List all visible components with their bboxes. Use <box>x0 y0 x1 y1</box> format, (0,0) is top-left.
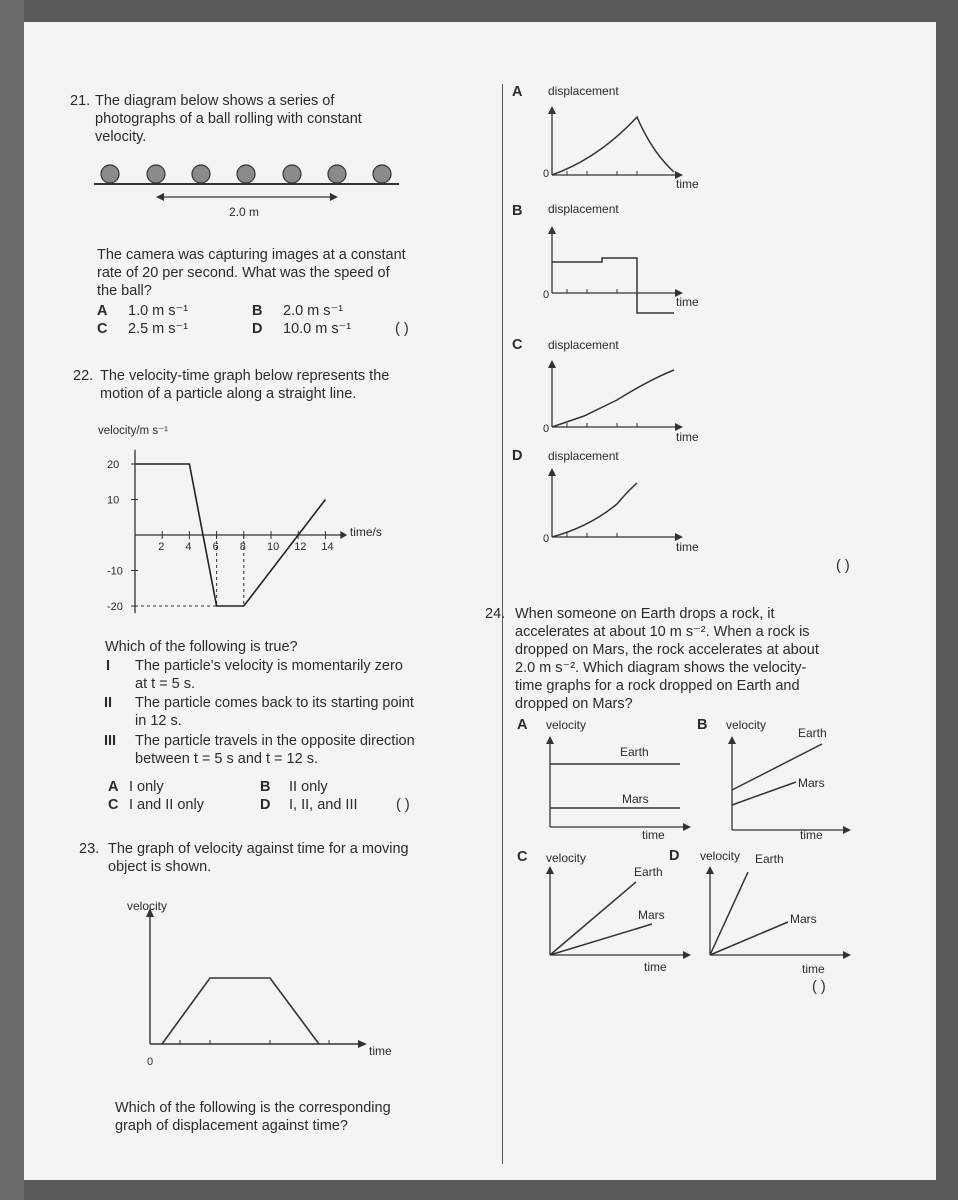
q22-option-b-letter: B <box>260 779 271 795</box>
q23-option-a-ylabel: displacement <box>548 84 619 98</box>
q24-option-d-xlabel: time <box>802 962 825 976</box>
q22-y-tick-label: -10 <box>107 565 123 578</box>
q24-option-a-graph <box>546 736 691 831</box>
q21-option-c[interactable]: 2.5 m s⁻¹ <box>128 321 189 337</box>
q24-option-b-earth: Earth <box>798 726 827 740</box>
q22-ylabel: velocity/m s⁻¹ <box>98 425 168 437</box>
q24-text-line1: When someone on Earth drops a rock, it <box>515 606 775 622</box>
q22-y-tick-label: 20 <box>107 459 120 471</box>
q24-option-c-earth: Earth <box>634 865 663 879</box>
q21-option-a-letter: A <box>97 303 108 319</box>
q24-option-b-letter[interactable]: B <box>697 717 708 733</box>
q22-statement-1-number: I <box>106 658 111 674</box>
q23-text-line1: The graph of velocity against time for a moving <box>108 841 409 857</box>
q24-option-b-graph <box>728 736 851 834</box>
q21-answer-bracket[interactable]: ( ) <box>395 321 409 337</box>
q21-para-line1: The camera was capturing images at a constant <box>97 247 406 263</box>
q24-options-graphs <box>24 22 936 1002</box>
q24-text-line4: 2.0 m s⁻². Which diagram shows the velocity- <box>515 660 807 676</box>
q24-option-a-letter[interactable]: A <box>517 717 528 733</box>
q21-option-d-letter: D <box>252 321 263 337</box>
q24-option-d-graph <box>706 866 851 959</box>
q24-option-c-graph <box>546 866 691 959</box>
q24-option-c-ylabel: velocity <box>546 851 587 865</box>
q21-option-c-letter: C <box>97 321 108 337</box>
q24-option-b-xlabel: time <box>800 828 823 842</box>
q23-option-d-xlabel: time <box>676 540 699 554</box>
q23-option-b-origin: 0 <box>543 289 550 301</box>
q23-question-line2: graph of displacement against time? <box>115 1118 348 1134</box>
q24-option-b-mars: Mars <box>798 776 825 790</box>
q22-x-tick-label: 8 <box>239 541 246 553</box>
q23-option-b-ylabel: displacement <box>548 202 619 216</box>
q22-statement-2-number: II <box>104 695 113 711</box>
q22-option-a-letter: A <box>108 779 119 795</box>
q21-number: 21. <box>70 93 91 109</box>
q23-ylabel: velocity <box>127 899 168 913</box>
q22-answer-bracket[interactable]: ( ) <box>396 797 410 813</box>
q23-number: 23. <box>79 841 100 857</box>
q22-option-c[interactable]: I and II only <box>129 797 204 813</box>
q24-answer-bracket[interactable]: ( ) <box>812 979 826 995</box>
q24-text-line2: accelerates at about 10 m s⁻². When a rock is <box>515 624 810 640</box>
q23-option-d-ylabel: displacement <box>548 449 619 463</box>
q23-option-c-letter[interactable]: C <box>512 337 523 353</box>
q24-option-d-mars: Mars <box>790 912 817 926</box>
q23-option-b-xlabel: time <box>676 295 699 309</box>
q22-x-tick-label: 10 <box>267 541 280 553</box>
q22-y-tick-label: -20 <box>107 601 123 613</box>
q23-option-c-ylabel: displacement <box>548 338 619 352</box>
q24-option-a-ylabel: velocity <box>546 718 587 732</box>
q24-c-earth-line <box>550 882 636 955</box>
q24-text-line6: dropped on Mars? <box>515 696 633 712</box>
q24-option-c-letter[interactable]: C <box>517 849 528 865</box>
q21-option-b-letter: B <box>252 303 263 319</box>
q24-c-mars-line <box>550 924 652 955</box>
q21-option-d[interactable]: 10.0 m s⁻¹ <box>283 321 352 337</box>
q23-option-c-origin: 0 <box>543 423 550 435</box>
q22-statement-3-line1: The particle travels in the opposite direction <box>135 733 415 749</box>
q22-option-c-letter: C <box>108 797 119 813</box>
q22-option-a[interactable]: I only <box>129 779 164 795</box>
q22-option-d-letter: D <box>260 797 271 813</box>
q24-d-mars-line <box>710 922 788 955</box>
q22-x-tick-label: 4 <box>185 541 192 553</box>
q22-option-b[interactable]: II only <box>289 779 328 795</box>
q21-text-line2: photographs of a ball rolling with constant <box>95 111 362 127</box>
q23-option-c-xlabel: time <box>676 430 699 444</box>
q22-statement-3-number: III <box>104 733 117 749</box>
q23-option-b-letter[interactable]: B <box>512 203 523 219</box>
q21-text-line3: velocity. <box>95 129 147 145</box>
q22-text-line2: motion of a particle along a straight line. <box>100 386 357 402</box>
q23-option-a-xlabel: time <box>676 177 699 191</box>
q24-option-a-mars: Mars <box>622 792 649 806</box>
q23-answer-bracket[interactable]: ( ) <box>836 558 850 574</box>
scan-frame <box>0 0 24 1200</box>
q22-x-tick-label: 6 <box>212 541 219 553</box>
q21-text-line1: The diagram below shows a series of <box>95 93 335 109</box>
q24-option-d-ylabel: velocity <box>700 849 741 863</box>
q24-text-line3: dropped on Mars, the rock accelerates at about <box>515 642 819 658</box>
q22-statement-2-line1: The particle comes back to its starting point <box>135 695 414 711</box>
q23-xlabel: time <box>369 1044 392 1058</box>
q22-option-d[interactable]: I, II, and III <box>289 797 358 813</box>
q24-option-d-letter[interactable]: D <box>669 848 680 864</box>
q21-option-b[interactable]: 2.0 m s⁻¹ <box>283 303 344 319</box>
q22-statement-1-line1: The particle's velocity is momentarily zero <box>135 658 403 674</box>
q22-x-tick-label: 12 <box>294 541 307 553</box>
q23-origin: 0 <box>147 1056 154 1068</box>
q23-option-a-letter[interactable]: A <box>512 84 523 100</box>
q21-para-line2: rate of 20 per second. What was the speed of <box>97 265 390 281</box>
q23-question-line1: Which of the following is the corresponding <box>115 1100 391 1116</box>
q21-para-line3: the ball? <box>97 283 152 299</box>
q23-option-d-origin: 0 <box>543 533 550 545</box>
q22-statement-3-line2: between t = 5 s and t = 12 s. <box>135 751 318 767</box>
q24-d-earth-line <box>710 872 748 955</box>
q24-option-c-xlabel: time <box>644 960 667 974</box>
q24-number: 24. <box>485 606 506 622</box>
q24-option-a-xlabel: time <box>642 828 665 842</box>
q22-number: 22. <box>73 368 94 384</box>
q23-option-a-origin: 0 <box>543 168 550 180</box>
q23-option-d-letter[interactable]: D <box>512 448 523 464</box>
q24-option-d-earth: Earth <box>755 852 784 866</box>
q22-statement-2-line2: in 12 s. <box>135 713 182 729</box>
q22-x-tick-label: 14 <box>321 541 334 553</box>
q22-text-line1: The velocity-time graph below represents the <box>100 368 390 384</box>
q22-y-tick-label: 10 <box>107 494 120 507</box>
worksheet-page <box>24 22 936 1180</box>
q22-xlabel: time/s <box>349 525 382 539</box>
q22-statement-1-line2: at t = 5 s. <box>135 676 196 692</box>
q23-text-line2: object is shown. <box>108 859 212 875</box>
q22-x-tick-label: 2 <box>158 541 165 553</box>
q22-question: Which of the following is true? <box>105 639 298 655</box>
q21-distance-label: 2.0 m <box>229 205 260 219</box>
q21-option-a[interactable]: 1.0 m s⁻¹ <box>128 303 189 319</box>
q24-option-b-ylabel: velocity <box>726 718 767 732</box>
q24-option-c-mars: Mars <box>638 908 665 922</box>
q24-text-line5: time graphs for a rock dropped on Earth and <box>515 678 800 694</box>
q24-option-a-earth: Earth <box>620 745 649 759</box>
